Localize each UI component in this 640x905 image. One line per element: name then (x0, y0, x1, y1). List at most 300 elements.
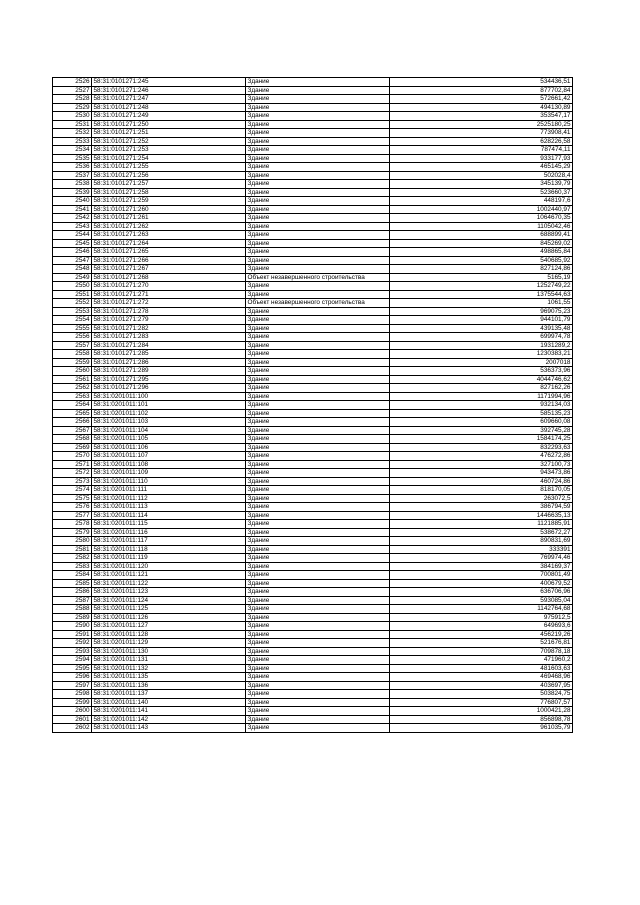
cadastral-value: 521676,81 (390, 639, 573, 648)
object-type: Здание (246, 639, 390, 648)
cadastral-number: 58:31:0201011:120 (92, 562, 246, 571)
object-type: Здание (246, 469, 390, 478)
table-row (53, 265, 573, 274)
table-row (53, 520, 573, 529)
object-type: Здание (246, 571, 390, 580)
table-row (53, 494, 573, 503)
object-type: Здание (246, 715, 390, 724)
cadastral-value: 5165,19 (390, 273, 573, 282)
table-row (53, 664, 573, 673)
cadastral-number: 58:31:0201011:106 (92, 443, 246, 452)
table-row (53, 613, 573, 622)
cadastral-number: 58:31:0201011:127 (92, 622, 246, 631)
cadastral-number: 58:31:0101271:250 (92, 120, 246, 129)
table-row (53, 282, 573, 291)
table-row (53, 562, 573, 571)
row-number: 2599 (53, 698, 92, 707)
object-type: Здание (246, 248, 390, 257)
cadastral-number: 58:31:0201011:128 (92, 630, 246, 639)
cadastral-number: 58:31:0101271:279 (92, 316, 246, 325)
row-number: 2565 (53, 409, 92, 418)
cadastral-number: 58:31:0201011:123 (92, 588, 246, 597)
object-type: Здание (246, 426, 390, 435)
row-number: 2597 (53, 681, 92, 690)
row-number: 2570 (53, 452, 92, 461)
row-number: 2590 (53, 622, 92, 631)
object-type: Здание (246, 163, 390, 172)
cadastral-value: 456219,26 (390, 630, 573, 639)
table-row (53, 358, 573, 367)
row-number: 2574 (53, 486, 92, 495)
row-number: 2541 (53, 205, 92, 214)
cadastral-number: 58:31:0101271:278 (92, 307, 246, 316)
object-type: Здание (246, 452, 390, 461)
cadastral-value: 572661,42 (390, 95, 573, 104)
cadastral-number: 58:31:0201011:100 (92, 392, 246, 401)
object-type: Здание (246, 605, 390, 614)
object-type: Здание (246, 392, 390, 401)
object-type: Здание (246, 95, 390, 104)
table-row (53, 375, 573, 384)
object-type: Здание (246, 86, 390, 95)
object-type: Здание (246, 588, 390, 597)
row-number: 2539 (53, 188, 92, 197)
table-row (53, 146, 573, 155)
row-number: 2553 (53, 307, 92, 316)
row-number: 2554 (53, 316, 92, 325)
row-number: 2573 (53, 477, 92, 486)
cadastral-value: 769974,46 (390, 554, 573, 563)
object-type: Здание (246, 171, 390, 180)
cadastral-number: 58:31:0201011:122 (92, 579, 246, 588)
row-number: 2560 (53, 367, 92, 376)
row-number: 2545 (53, 239, 92, 248)
object-type: Здание (246, 112, 390, 121)
cadastral-number: 58:31:0201011:109 (92, 469, 246, 478)
table-row (53, 214, 573, 223)
cadastral-value: 1375544,63 (390, 290, 573, 299)
cadastral-value: 1061,55 (390, 299, 573, 308)
table-row (53, 622, 573, 631)
object-type: Здание (246, 494, 390, 503)
row-number: 2564 (53, 401, 92, 410)
row-number: 2602 (53, 724, 92, 733)
table-row (53, 528, 573, 537)
object-type: Здание (246, 707, 390, 716)
cadastral-number: 58:31:0101271:247 (92, 95, 246, 104)
cadastral-value: 439135,48 (390, 324, 573, 333)
table-row (53, 188, 573, 197)
cadastral-value: 538672,27 (390, 528, 573, 537)
row-number: 2593 (53, 647, 92, 656)
table-row (53, 341, 573, 350)
row-number: 2544 (53, 231, 92, 240)
cadastral-value: 856898,78 (390, 715, 573, 724)
object-type: Здание (246, 647, 390, 656)
table-row (53, 690, 573, 699)
table-row (53, 384, 573, 393)
row-number: 2568 (53, 435, 92, 444)
cadastral-value: 392745,28 (390, 426, 573, 435)
row-number: 2576 (53, 503, 92, 512)
object-type: Здание (246, 698, 390, 707)
cadastral-value: 975912,5 (390, 613, 573, 622)
row-number: 2581 (53, 545, 92, 554)
row-number: 2533 (53, 137, 92, 146)
cadastral-number: 58:31:0201011:115 (92, 520, 246, 529)
cadastral-number: 58:31:0201011:119 (92, 554, 246, 563)
row-number: 2583 (53, 562, 92, 571)
cadastral-number: 58:31:0201011:137 (92, 690, 246, 699)
cadastral-number: 58:31:0201011:113 (92, 503, 246, 512)
row-number: 2528 (53, 95, 92, 104)
row-number: 2594 (53, 656, 92, 665)
cadastral-value: 386794,59 (390, 503, 573, 512)
cadastral-value: 502028,4 (390, 171, 573, 180)
cadastral-value: 1002440,97 (390, 205, 573, 214)
cadastral-value: 333391 (390, 545, 573, 554)
row-number: 2575 (53, 494, 92, 503)
object-type: Объект незавершенного строительства (246, 299, 390, 308)
table-row (53, 273, 573, 282)
row-number: 2549 (53, 273, 92, 282)
object-type: Здание (246, 554, 390, 563)
object-type: Здание (246, 231, 390, 240)
table-row (53, 537, 573, 546)
object-type: Здание (246, 724, 390, 733)
cadastral-value: 776807,57 (390, 698, 573, 707)
object-type: Здание (246, 409, 390, 418)
row-number: 2526 (53, 78, 92, 87)
object-type: Здание (246, 562, 390, 571)
cadastral-number: 58:31:0201011:101 (92, 401, 246, 410)
object-type: Здание (246, 681, 390, 690)
cadastral-number: 58:31:0101271:283 (92, 333, 246, 342)
cadastral-number: 58:31:0101271:245 (92, 78, 246, 87)
cadastral-value: 818170,05 (390, 486, 573, 495)
object-type: Здание (246, 78, 390, 87)
row-number: 2538 (53, 180, 92, 189)
cadastral-value: 1171994,96 (390, 392, 573, 401)
object-type: Здание (246, 256, 390, 265)
row-number: 2548 (53, 265, 92, 274)
cadastral-number: 58:31:0101271:284 (92, 341, 246, 350)
row-number: 2552 (53, 299, 92, 308)
object-type: Здание (246, 282, 390, 291)
row-number: 2558 (53, 350, 92, 359)
row-number: 2582 (53, 554, 92, 563)
cadastral-number: 58:31:0101271:252 (92, 137, 246, 146)
cadastral-number: 58:31:0101271:282 (92, 324, 246, 333)
table-row (53, 630, 573, 639)
table-row (53, 503, 573, 512)
table-row (53, 409, 573, 418)
table-row (53, 231, 573, 240)
object-type: Здание (246, 520, 390, 529)
cadastral-number: 58:31:0101271:267 (92, 265, 246, 274)
table-row (53, 596, 573, 605)
cadastral-value: 827162,26 (390, 384, 573, 393)
object-type: Здание (246, 613, 390, 622)
object-type: Здание (246, 435, 390, 444)
cadastral-number: 58:31:0201011:130 (92, 647, 246, 656)
table-row (53, 673, 573, 682)
cadastral-number: 58:31:0101271:270 (92, 282, 246, 291)
row-number: 2563 (53, 392, 92, 401)
cadastral-value: 628226,58 (390, 137, 573, 146)
object-type: Здание (246, 290, 390, 299)
table-row (53, 205, 573, 214)
row-number: 2596 (53, 673, 92, 682)
cadastral-value: 649693,6 (390, 622, 573, 631)
cadastral-value: 448197,6 (390, 197, 573, 206)
cadastral-number: 58:31:0201011:142 (92, 715, 246, 724)
cadastral-value: 2525180,25 (390, 120, 573, 129)
row-number: 2547 (53, 256, 92, 265)
cadastral-number: 58:31:0201011:102 (92, 409, 246, 418)
cadastral-value: 345139,79 (390, 180, 573, 189)
cadastral-number: 58:31:0101271:257 (92, 180, 246, 189)
cadastral-value: 709878,18 (390, 647, 573, 656)
row-number: 2531 (53, 120, 92, 129)
table-row (53, 222, 573, 231)
table-row (53, 324, 573, 333)
table-row (53, 350, 573, 359)
row-number: 2536 (53, 163, 92, 172)
cadastral-value: 540685,92 (390, 256, 573, 265)
object-type: Здание (246, 333, 390, 342)
object-type: Здание (246, 188, 390, 197)
cadastral-number: 58:31:0201011:143 (92, 724, 246, 733)
table-row (53, 571, 573, 580)
cadastral-value: 1446635,13 (390, 511, 573, 520)
row-number: 2572 (53, 469, 92, 478)
table-row (53, 426, 573, 435)
object-type: Здание (246, 545, 390, 554)
table-row (53, 443, 573, 452)
table-row (53, 256, 573, 265)
row-number: 2586 (53, 588, 92, 597)
cadastral-number: 58:31:0101271:289 (92, 367, 246, 376)
row-number: 2540 (53, 197, 92, 206)
cadastral-value: 403697,95 (390, 681, 573, 690)
table-row (53, 639, 573, 648)
cadastral-value: 877702,84 (390, 86, 573, 95)
row-number: 2584 (53, 571, 92, 580)
cadastral-number: 58:31:0201011:107 (92, 452, 246, 461)
cadastral-value: 1105042,46 (390, 222, 573, 231)
cadastral-value: 1064670,35 (390, 214, 573, 223)
row-number: 2556 (53, 333, 92, 342)
object-type: Здание (246, 205, 390, 214)
table-row (53, 171, 573, 180)
table-row (53, 112, 573, 121)
cadastral-value: 699974,78 (390, 333, 573, 342)
cadastral-value: 1230383,21 (390, 350, 573, 359)
cadastral-value: 969075,23 (390, 307, 573, 316)
object-type: Здание (246, 316, 390, 325)
row-number: 2550 (53, 282, 92, 291)
cadastral-value: 700801,49 (390, 571, 573, 580)
object-type: Здание (246, 129, 390, 138)
object-type: Здание (246, 137, 390, 146)
table-row (53, 120, 573, 129)
cadastral-value: 534436,51 (390, 78, 573, 87)
row-number: 2534 (53, 146, 92, 155)
cadastral-number: 58:31:0201011:104 (92, 426, 246, 435)
row-number: 2578 (53, 520, 92, 529)
cadastral-value: 593085,04 (390, 596, 573, 605)
cadastral-value: 787474,11 (390, 146, 573, 155)
row-number: 2592 (53, 639, 92, 648)
cadastral-number: 58:31:0201011:117 (92, 537, 246, 546)
cadastral-number: 58:31:0201011:103 (92, 418, 246, 427)
cadastral-value: 481603,63 (390, 664, 573, 673)
cadastral-number: 58:31:0101271:268 (92, 273, 246, 282)
row-number: 2595 (53, 664, 92, 673)
cadastral-number: 58:31:0101271:259 (92, 197, 246, 206)
cadastral-number: 58:31:0101271:255 (92, 163, 246, 172)
object-type: Здание (246, 350, 390, 359)
cadastral-number: 58:31:0101271:262 (92, 222, 246, 231)
table-row (53, 647, 573, 656)
cadastral-number: 58:31:0101271:296 (92, 384, 246, 393)
cadastral-value: 327100,73 (390, 460, 573, 469)
cadastral-number: 58:31:0201011:126 (92, 613, 246, 622)
object-type: Здание (246, 460, 390, 469)
cadastral-number: 58:31:0101271:263 (92, 231, 246, 240)
table-row (53, 103, 573, 112)
cadastral-value: 1000421,28 (390, 707, 573, 716)
object-type: Здание (246, 503, 390, 512)
cadastral-number: 58:31:0101271:285 (92, 350, 246, 359)
object-type: Здание (246, 443, 390, 452)
table-row (53, 392, 573, 401)
cadastral-value: 465145,29 (390, 163, 573, 172)
cadastral-number: 58:31:0101271:272 (92, 299, 246, 308)
cadastral-value: 494130,89 (390, 103, 573, 112)
cadastral-number: 58:31:0101271:258 (92, 188, 246, 197)
row-number: 2527 (53, 86, 92, 95)
cadastral-number: 58:31:0101271:286 (92, 358, 246, 367)
table-row (53, 137, 573, 146)
cadastral-number: 58:31:0201011:108 (92, 460, 246, 469)
cadastral-number: 58:31:0101271:249 (92, 112, 246, 121)
cadastral-number: 58:31:0201011:129 (92, 639, 246, 648)
row-number: 2546 (53, 248, 92, 257)
cadastral-value-table (52, 77, 573, 733)
table-row (53, 469, 573, 478)
cadastral-number: 58:31:0201011:112 (92, 494, 246, 503)
cadastral-value: 471960,2 (390, 656, 573, 665)
table-row (53, 316, 573, 325)
cadastral-number: 58:31:0201011:131 (92, 656, 246, 665)
object-type: Здание (246, 358, 390, 367)
cadastral-value: 263072,5 (390, 494, 573, 503)
cadastral-number: 58:31:0101271:246 (92, 86, 246, 95)
table-row (53, 367, 573, 376)
row-number: 2580 (53, 537, 92, 546)
cadastral-value: 1142764,68 (390, 605, 573, 614)
object-type: Здание (246, 656, 390, 665)
cadastral-value: 353547,17 (390, 112, 573, 121)
cadastral-value: 943473,86 (390, 469, 573, 478)
cadastral-value: 503824,75 (390, 690, 573, 699)
table-row (53, 477, 573, 486)
cadastral-number: 58:31:0101271:264 (92, 239, 246, 248)
object-type: Здание (246, 579, 390, 588)
row-number: 2537 (53, 171, 92, 180)
cadastral-number: 58:31:0101271:265 (92, 248, 246, 257)
object-type: Здание (246, 477, 390, 486)
object-type: Здание (246, 375, 390, 384)
table-row (53, 78, 573, 87)
cadastral-number: 58:31:0201011:121 (92, 571, 246, 580)
cadastral-value: 476272,86 (390, 452, 573, 461)
object-type: Здание (246, 341, 390, 350)
row-number: 2555 (53, 324, 92, 333)
row-number: 2587 (53, 596, 92, 605)
table-row (53, 86, 573, 95)
table-row (53, 435, 573, 444)
cadastral-number: 58:31:0201011:125 (92, 605, 246, 614)
cadastral-value: 1584174,25 (390, 435, 573, 444)
cadastral-value: 384169,37 (390, 562, 573, 571)
table-row (53, 248, 573, 257)
object-type: Здание (246, 103, 390, 112)
cadastral-number: 58:31:0101271:271 (92, 290, 246, 299)
cadastral-value: 4044746,62 (390, 375, 573, 384)
cadastral-number: 58:31:0101271:248 (92, 103, 246, 112)
cadastral-number: 58:31:0101271:253 (92, 146, 246, 155)
table-row (53, 129, 573, 138)
row-number: 2532 (53, 129, 92, 138)
object-type: Здание (246, 367, 390, 376)
object-type: Здание (246, 154, 390, 163)
table-row (53, 154, 573, 163)
cadastral-value: 932134,03 (390, 401, 573, 410)
object-type: Здание (246, 146, 390, 155)
object-type: Здание (246, 401, 390, 410)
row-number: 2591 (53, 630, 92, 639)
row-number: 2585 (53, 579, 92, 588)
cadastral-number: 58:31:0101271:266 (92, 256, 246, 265)
row-number: 2561 (53, 375, 92, 384)
row-number: 2557 (53, 341, 92, 350)
table-row (53, 554, 573, 563)
cadastral-value: 585135,23 (390, 409, 573, 418)
table-row (53, 486, 573, 495)
cadastral-value: 536373,96 (390, 367, 573, 376)
row-number: 2589 (53, 613, 92, 622)
cadastral-value: 845269,02 (390, 239, 573, 248)
cadastral-value: 2007018 (390, 358, 573, 367)
cadastral-number: 58:31:0101271:295 (92, 375, 246, 384)
table-row (53, 511, 573, 520)
table-row (53, 180, 573, 189)
table-row (53, 460, 573, 469)
table-row (53, 698, 573, 707)
table-row (53, 95, 573, 104)
object-type: Здание (246, 690, 390, 699)
table-row (53, 715, 573, 724)
cadastral-value: 944101,79 (390, 316, 573, 325)
row-number: 2571 (53, 460, 92, 469)
cadastral-number: 58:31:0101271:261 (92, 214, 246, 223)
cadastral-number: 58:31:0201011:114 (92, 511, 246, 520)
cadastral-number: 58:31:0101271:251 (92, 129, 246, 138)
table-row (53, 333, 573, 342)
